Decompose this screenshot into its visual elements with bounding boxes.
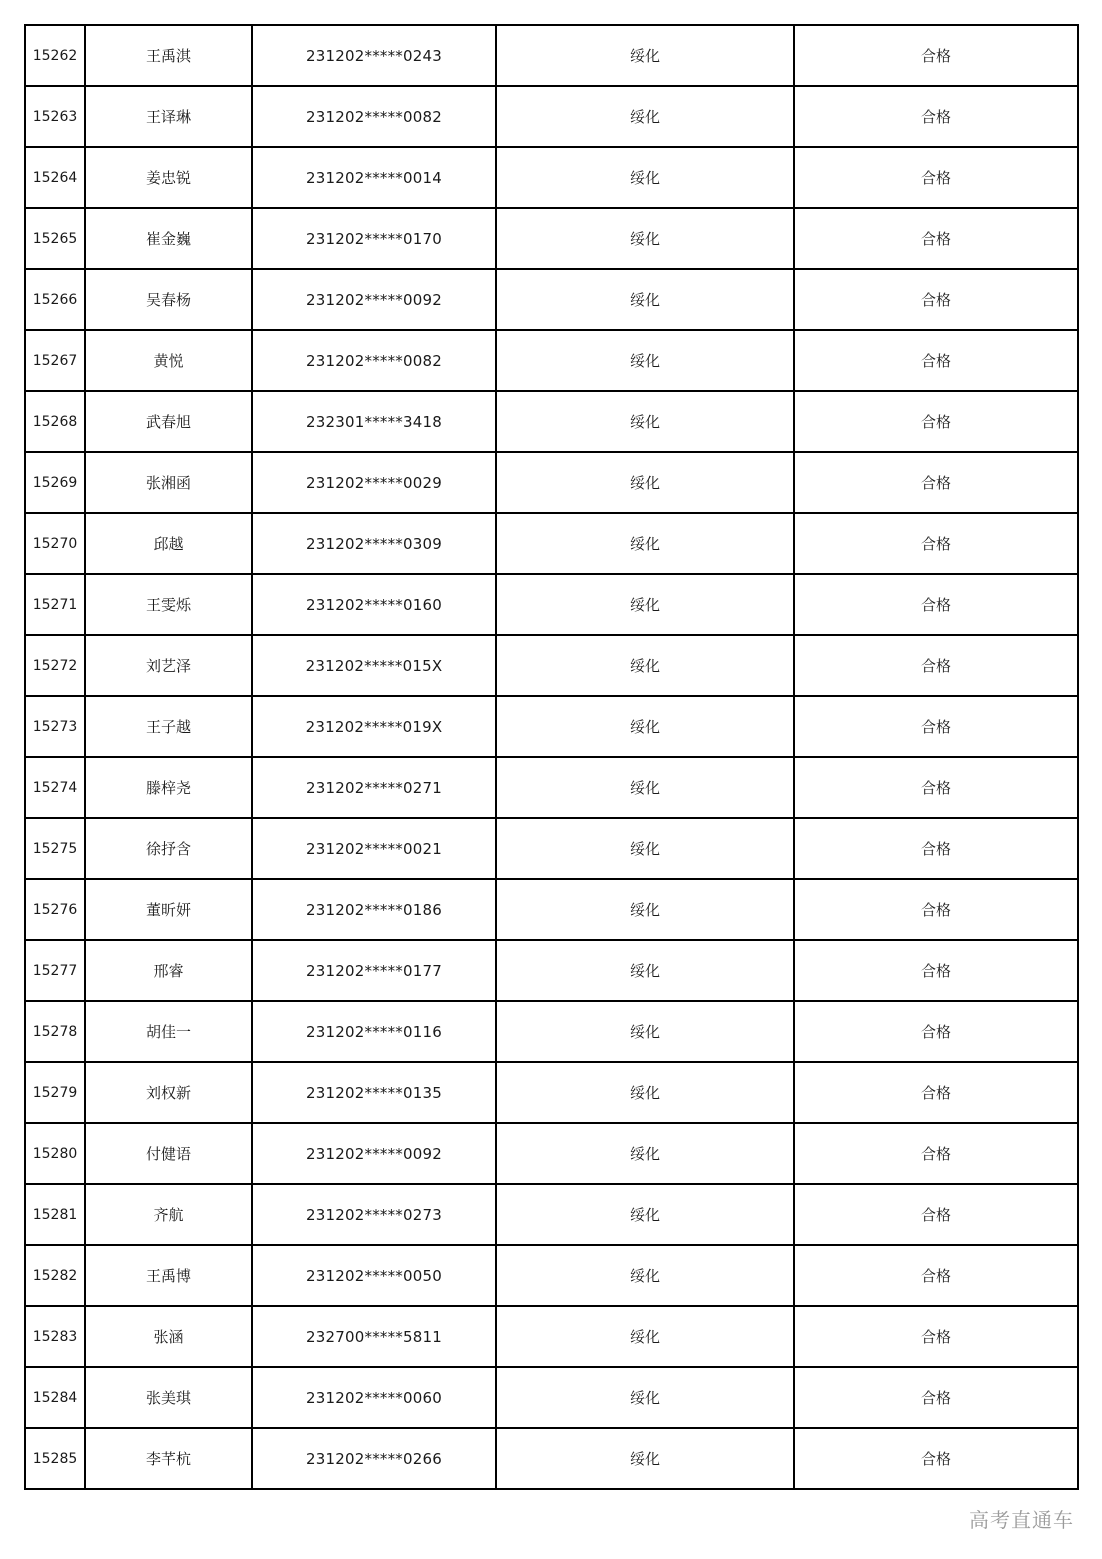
cell-name: 张美琪	[85, 1367, 252, 1428]
table-row	[25, 1367, 1078, 1428]
cell-result: 合格	[794, 818, 1078, 879]
cell-name: 姜忠锐	[85, 147, 252, 208]
cell-result: 合格	[794, 757, 1078, 818]
cell-name: 武春旭	[85, 391, 252, 452]
cell-region: 绥化	[496, 879, 794, 940]
cell-number: 15273	[25, 696, 85, 757]
cell-region: 绥化	[496, 818, 794, 879]
table-body	[25, 25, 1078, 1489]
table-row	[25, 757, 1078, 818]
cell-region: 绥化	[496, 86, 794, 147]
cell-region: 绥化	[496, 147, 794, 208]
watermark-text: 高考直通车	[969, 1508, 1074, 1532]
cell-number: 15268	[25, 391, 85, 452]
cell-name: 徐抒含	[85, 818, 252, 879]
cell-region: 绥化	[496, 940, 794, 1001]
cell-result: 合格	[794, 330, 1078, 391]
cell-region: 绥化	[496, 208, 794, 269]
cell-id-number: 231202*****0309	[252, 513, 496, 574]
cell-name: 王禹淇	[85, 25, 252, 86]
cell-result: 合格	[794, 1062, 1078, 1123]
cell-id-number: 231202*****0177	[252, 940, 496, 1001]
cell-region: 绥化	[496, 391, 794, 452]
cell-result: 合格	[794, 940, 1078, 1001]
cell-region: 绥化	[496, 1001, 794, 1062]
cell-result: 合格	[794, 1001, 1078, 1062]
table-row	[25, 1184, 1078, 1245]
cell-result: 合格	[794, 1123, 1078, 1184]
table-row	[25, 1123, 1078, 1184]
table-row	[25, 1306, 1078, 1367]
cell-id-number: 231202*****0082	[252, 86, 496, 147]
cell-result: 合格	[794, 1367, 1078, 1428]
cell-number: 15263	[25, 86, 85, 147]
cell-number: 15266	[25, 269, 85, 330]
cell-id-number: 231202*****0243	[252, 25, 496, 86]
cell-number: 15278	[25, 1001, 85, 1062]
cell-result: 合格	[794, 391, 1078, 452]
cell-number: 15277	[25, 940, 85, 1001]
cell-name: 邱越	[85, 513, 252, 574]
cell-result: 合格	[794, 86, 1078, 147]
cell-id-number: 231202*****0160	[252, 574, 496, 635]
table-row	[25, 391, 1078, 452]
table-row	[25, 147, 1078, 208]
cell-region: 绥化	[496, 1306, 794, 1367]
cell-result: 合格	[794, 147, 1078, 208]
cell-result: 合格	[794, 1428, 1078, 1489]
cell-name: 董昕妍	[85, 879, 252, 940]
table-row	[25, 330, 1078, 391]
cell-result: 合格	[794, 513, 1078, 574]
cell-name: 刘艺泽	[85, 635, 252, 696]
cell-result: 合格	[794, 635, 1078, 696]
cell-number: 15275	[25, 818, 85, 879]
cell-region: 绥化	[496, 574, 794, 635]
table-row	[25, 1001, 1078, 1062]
cell-name: 胡佳一	[85, 1001, 252, 1062]
cell-name: 滕梓尧	[85, 757, 252, 818]
cell-id-number: 231202*****019X	[252, 696, 496, 757]
cell-name: 王译琳	[85, 86, 252, 147]
cell-region: 绥化	[496, 25, 794, 86]
table-row	[25, 513, 1078, 574]
cell-result: 合格	[794, 269, 1078, 330]
cell-number: 15262	[25, 25, 85, 86]
cell-region: 绥化	[496, 757, 794, 818]
cell-region: 绥化	[496, 1062, 794, 1123]
cell-region: 绥化	[496, 330, 794, 391]
cell-number: 15284	[25, 1367, 85, 1428]
cell-name: 付健语	[85, 1123, 252, 1184]
cell-name: 王子越	[85, 696, 252, 757]
cell-number: 15271	[25, 574, 85, 635]
cell-result: 合格	[794, 879, 1078, 940]
cell-id-number: 231202*****0021	[252, 818, 496, 879]
cell-number: 15279	[25, 1062, 85, 1123]
cell-name: 刘权新	[85, 1062, 252, 1123]
table-row	[25, 269, 1078, 330]
cell-name: 王禹博	[85, 1245, 252, 1306]
cell-id-number: 231202*****0092	[252, 269, 496, 330]
cell-id-number: 231202*****0092	[252, 1123, 496, 1184]
table-row	[25, 696, 1078, 757]
cell-region: 绥化	[496, 635, 794, 696]
cell-name: 黄悦	[85, 330, 252, 391]
cell-id-number: 231202*****0271	[252, 757, 496, 818]
cell-id-number: 231202*****0029	[252, 452, 496, 513]
cell-number: 15270	[25, 513, 85, 574]
cell-name: 齐航	[85, 1184, 252, 1245]
cell-number: 15274	[25, 757, 85, 818]
cell-id-number: 231202*****0050	[252, 1245, 496, 1306]
table-row	[25, 1428, 1078, 1489]
cell-result: 合格	[794, 1306, 1078, 1367]
table-row	[25, 208, 1078, 269]
cell-name: 吴春杨	[85, 269, 252, 330]
cell-name: 张湘函	[85, 452, 252, 513]
cell-result: 合格	[794, 696, 1078, 757]
cell-result: 合格	[794, 208, 1078, 269]
cell-region: 绥化	[496, 1367, 794, 1428]
cell-name: 王雯烁	[85, 574, 252, 635]
cell-region: 绥化	[496, 1245, 794, 1306]
table-row	[25, 940, 1078, 1001]
cell-region: 绥化	[496, 696, 794, 757]
cell-id-number: 231202*****0266	[252, 1428, 496, 1489]
cell-region: 绥化	[496, 1123, 794, 1184]
cell-region: 绥化	[496, 1428, 794, 1489]
cell-name: 李芊杭	[85, 1428, 252, 1489]
cell-result: 合格	[794, 452, 1078, 513]
cell-region: 绥化	[496, 269, 794, 330]
cell-id-number: 231202*****0170	[252, 208, 496, 269]
cell-number: 15272	[25, 635, 85, 696]
cell-region: 绥化	[496, 1184, 794, 1245]
cell-id-number: 231202*****0116	[252, 1001, 496, 1062]
cell-id-number: 231202*****015X	[252, 635, 496, 696]
cell-result: 合格	[794, 25, 1078, 86]
cell-result: 合格	[794, 1184, 1078, 1245]
cell-name: 邢睿	[85, 940, 252, 1001]
cell-id-number: 231202*****0273	[252, 1184, 496, 1245]
table-row	[25, 1245, 1078, 1306]
cell-number: 15281	[25, 1184, 85, 1245]
cell-number: 15285	[25, 1428, 85, 1489]
table-row	[25, 635, 1078, 696]
table-row	[25, 879, 1078, 940]
cell-result: 合格	[794, 1245, 1078, 1306]
cell-number: 15282	[25, 1245, 85, 1306]
cell-name: 张涵	[85, 1306, 252, 1367]
table-row	[25, 452, 1078, 513]
table-row	[25, 25, 1078, 86]
cell-name: 崔金巍	[85, 208, 252, 269]
cell-number: 15276	[25, 879, 85, 940]
cell-id-number: 231202*****0082	[252, 330, 496, 391]
cell-id-number: 232301*****3418	[252, 391, 496, 452]
cell-number: 15267	[25, 330, 85, 391]
cell-id-number: 232700*****5811	[252, 1306, 496, 1367]
cell-number: 15269	[25, 452, 85, 513]
cell-result: 合格	[794, 574, 1078, 635]
table-row	[25, 86, 1078, 147]
table-row	[25, 574, 1078, 635]
results-table	[24, 24, 1079, 1490]
cell-id-number: 231202*****0014	[252, 147, 496, 208]
cell-region: 绥化	[496, 513, 794, 574]
cell-id-number: 231202*****0135	[252, 1062, 496, 1123]
cell-region: 绥化	[496, 452, 794, 513]
cell-number: 15283	[25, 1306, 85, 1367]
cell-number: 15264	[25, 147, 85, 208]
cell-number: 15280	[25, 1123, 85, 1184]
cell-id-number: 231202*****0186	[252, 879, 496, 940]
cell-id-number: 231202*****0060	[252, 1367, 496, 1428]
table-row	[25, 818, 1078, 879]
cell-number: 15265	[25, 208, 85, 269]
table-row	[25, 1062, 1078, 1123]
